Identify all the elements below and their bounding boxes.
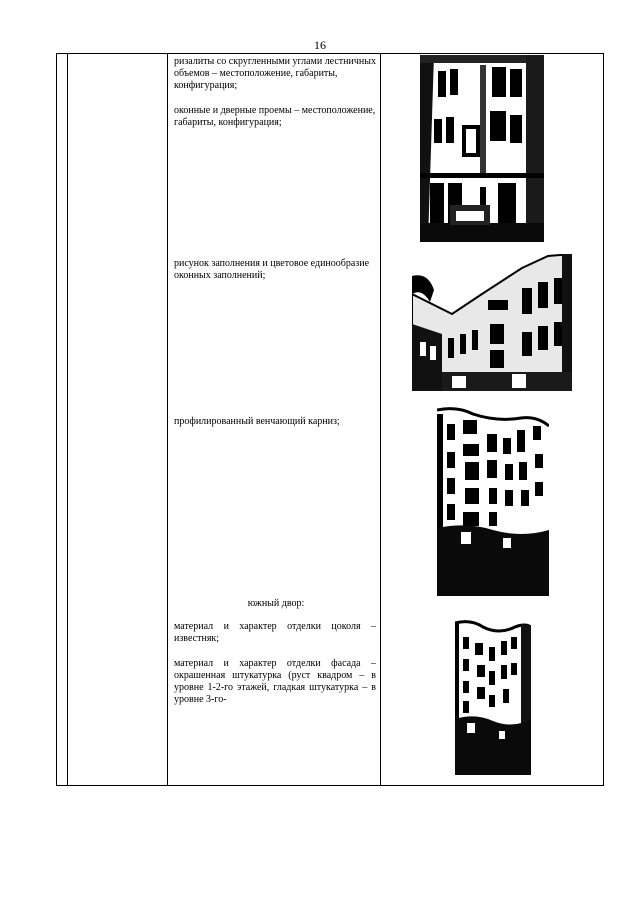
paragraph: материал и характер отделки цоколя – известняк;: [174, 621, 376, 644]
column-divider: [380, 54, 381, 785]
document-table: [56, 53, 604, 786]
page-number: 16: [314, 38, 326, 52]
south-courtyard-photo: [455, 619, 531, 775]
paragraph: ризалиты со скругленными углами лестничных объемов – местоположение, габариты, конфигурация;: [174, 56, 376, 91]
paragraph: оконные и дверные проемы – местоположение, габариты, конфигурация;: [174, 105, 376, 128]
paragraph: профилированный венчающий карниз;: [174, 416, 340, 427]
building-facade-photo: [420, 55, 544, 242]
paragraph: рисунок заполнения и цветовое единообразие оконных заполнений;: [174, 258, 370, 281]
building-corner-photo: [412, 254, 572, 391]
courtyard-facade-photo: [437, 404, 549, 596]
section-heading: южный двор:: [247, 598, 305, 609]
column-divider: [167, 54, 168, 785]
row-3-text: [174, 416, 376, 428]
row-2-text: [174, 258, 376, 282]
row-1-text: [174, 56, 376, 129]
column-divider: [67, 54, 68, 785]
row-4-text: [174, 621, 376, 706]
paragraph: материал и характер отделки фасада – окрашенная штукатурка (руст квадром – в уровне 1-2-го этажей, гладкая штукатурка – в уровне 3-го-: [174, 658, 376, 705]
